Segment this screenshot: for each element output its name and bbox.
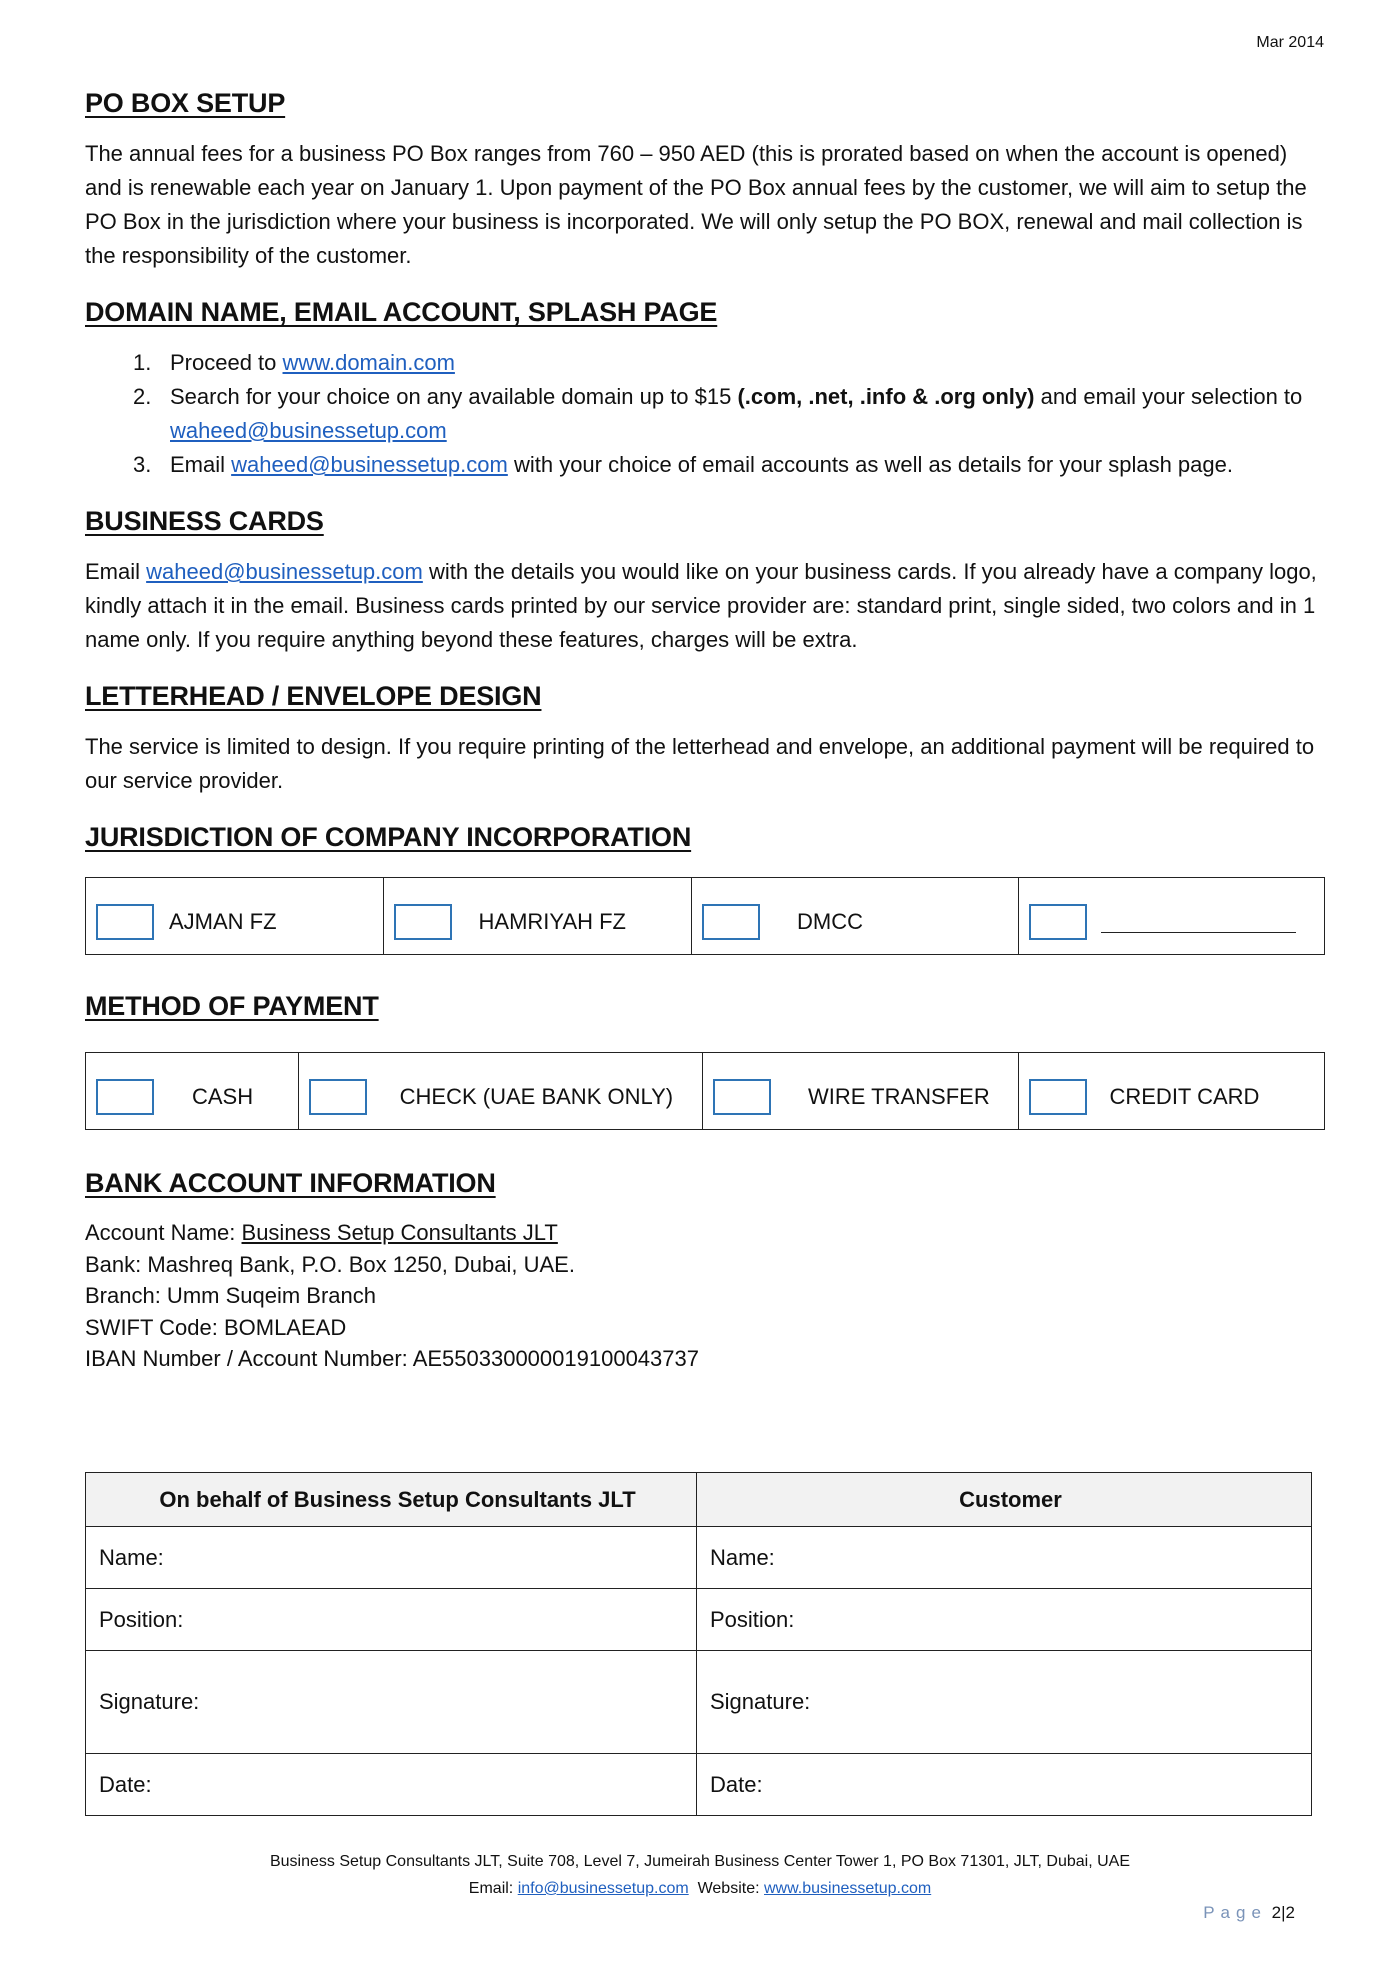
jurisdiction-options bbox=[85, 877, 1325, 955]
company-name-field[interactable]: Name: bbox=[86, 1527, 697, 1589]
checkbox[interactable] bbox=[96, 904, 154, 940]
customer-signature-field[interactable]: Signature: bbox=[697, 1651, 1312, 1754]
checkbox[interactable] bbox=[713, 1079, 771, 1115]
bank-line: Bank: Mashreq Bank, P.O. Box 1250, Dubai, UAE. bbox=[85, 1251, 575, 1277]
email-link[interactable]: waheed@businessetup.com bbox=[231, 452, 508, 477]
payment-option-credit-card[interactable] bbox=[1019, 1053, 1324, 1129]
section-title-domain: DOMAIN NAME, EMAIL ACCOUNT, SPLASH PAGE bbox=[85, 297, 718, 327]
section-title-po-box: PO BOX SETUP bbox=[85, 88, 286, 118]
footer-address: Business Setup Consultants JLT, Suite 708, Level 7, Jumeirah Business Center Tower 1, PO Box 71301, JLT, Dubai, UAE bbox=[269, 1853, 1130, 1870]
list-item bbox=[85, 448, 1325, 482]
option-label: CREDIT CARD bbox=[1109, 1084, 1260, 1109]
email-link[interactable]: waheed@businessetup.com bbox=[146, 559, 423, 584]
step-text: Search for your choice on any available domain up to $15 bbox=[170, 384, 738, 409]
page-content bbox=[85, 88, 1325, 1375]
letterhead-paragraph: The service is limited to design. If you require printing of the letterhead and envelope, an additional payment will be required to our service provider. bbox=[85, 734, 1315, 793]
section-title-jurisdiction: JURISDICTION OF COMPANY INCORPORATION bbox=[85, 822, 692, 852]
page-current: 2 bbox=[1271, 1903, 1282, 1922]
option-label: CHECK (UAE BANK ONLY) bbox=[399, 1084, 674, 1109]
swift-line: SWIFT Code: BOMLAEAD bbox=[85, 1314, 347, 1340]
customer-date-field[interactable]: Date: bbox=[697, 1754, 1312, 1816]
other-jurisdiction-blank[interactable] bbox=[1101, 911, 1296, 933]
section-title-business-cards: BUSINESS CARDS bbox=[85, 506, 324, 536]
customer-name-field[interactable]: Name: bbox=[697, 1527, 1312, 1589]
jurisdiction-option-ajman[interactable] bbox=[86, 878, 384, 954]
step-text: Proceed to bbox=[170, 350, 283, 375]
checkbox[interactable] bbox=[1029, 904, 1087, 940]
option-label: WIRE TRANSFER bbox=[808, 1084, 990, 1109]
step-text: and email your selection to bbox=[1034, 384, 1303, 409]
iban-line: IBAN Number / Account Number: AE550330000019100043737 bbox=[85, 1346, 699, 1371]
footer-email-label: Email: bbox=[468, 1880, 518, 1897]
company-date-field[interactable]: Date: bbox=[86, 1754, 697, 1816]
paragraph-text: Email bbox=[85, 559, 147, 584]
checkbox[interactable] bbox=[309, 1079, 367, 1115]
option-label: DMCC bbox=[797, 909, 864, 934]
footer-website-link[interactable]: www.businessetup.com bbox=[764, 1880, 932, 1897]
column-header-company: On behalf of Business Setup Consultants JLT bbox=[86, 1473, 697, 1527]
page-total: 2 bbox=[1285, 1903, 1295, 1922]
branch-line: Branch: Umm Suqeim Branch bbox=[85, 1283, 376, 1308]
paragraph-text: with the details you would like on your business cards. If you already have a company logo, kindly attach it in the email. Business cards printed by our service provider are: standard print, single sided, two colors and in 1 name only. If you require anything beyond these features, charges will be extra. bbox=[85, 559, 1317, 652]
domain-link[interactable]: www.domain.com bbox=[282, 350, 455, 375]
jurisdiction-option-hamriyah[interactable] bbox=[384, 878, 693, 954]
payment-option-cash[interactable] bbox=[86, 1053, 299, 1129]
step-text: Email bbox=[170, 452, 232, 477]
section-title-bank: BANK ACCOUNT INFORMATION bbox=[85, 1168, 496, 1198]
footer-email-link[interactable]: info@businessetup.com bbox=[517, 1880, 689, 1897]
email-link[interactable]: waheed@businessetup.com bbox=[170, 418, 447, 443]
section-title-payment: METHOD OF PAYMENT bbox=[85, 991, 379, 1021]
company-signature-field[interactable]: Signature: bbox=[86, 1651, 697, 1754]
list-item bbox=[85, 346, 1325, 380]
checkbox[interactable] bbox=[702, 904, 760, 940]
domain-extensions: (.com, .net, .info & .org only) bbox=[737, 384, 1035, 409]
step-text: with your choice of email accounts as well as details for your splash page. bbox=[507, 452, 1233, 477]
checkbox[interactable] bbox=[96, 1079, 154, 1115]
section-title-letterhead: LETTERHEAD / ENVELOPE DESIGN bbox=[85, 681, 542, 711]
account-name-label: Account Name: bbox=[85, 1220, 242, 1245]
jurisdiction-option-dmcc[interactable] bbox=[692, 878, 1019, 954]
page-footer bbox=[0, 1848, 1400, 1902]
option-label: CASH bbox=[192, 1084, 254, 1109]
account-name-line bbox=[85, 1217, 1325, 1249]
option-label: HAMRIYAH FZ bbox=[478, 909, 626, 934]
list-item bbox=[85, 380, 1325, 448]
footer-website-label: Website: bbox=[697, 1880, 764, 1897]
customer-position-field[interactable]: Position: bbox=[697, 1589, 1312, 1651]
document-date: Mar 2014 bbox=[1256, 34, 1324, 51]
checkbox[interactable] bbox=[1029, 1079, 1087, 1115]
step-number: 1. bbox=[133, 350, 152, 375]
footer-contact bbox=[0, 1875, 1400, 1902]
account-name-value: Business Setup Consultants JLT bbox=[241, 1220, 558, 1245]
domain-steps-list bbox=[85, 346, 1325, 482]
company-position-field[interactable]: Position: bbox=[86, 1589, 697, 1651]
option-label: AJMAN FZ bbox=[169, 909, 277, 934]
page-label: Page bbox=[1203, 1903, 1267, 1922]
business-cards-paragraph bbox=[85, 555, 1325, 657]
step-number: 3. bbox=[133, 452, 152, 477]
po-box-paragraph: The annual fees for a business PO Box ranges from 760 – 950 AED (this is prorated based on when the account is opened) and is renewable each year on January 1. Upon payment of the PO Box annual fees by the customer, we will aim to setup the PO Box in the jurisdiction where your business is incorporated. We will only setup the PO BOX, renewal and mail collection is the responsibility of the customer. bbox=[85, 141, 1307, 268]
payment-options bbox=[85, 1052, 1325, 1130]
payment-option-check[interactable] bbox=[299, 1053, 703, 1129]
step-number: 2. bbox=[133, 384, 152, 409]
checkbox[interactable] bbox=[394, 904, 452, 940]
signature-table bbox=[85, 1472, 1312, 1816]
jurisdiction-option-other[interactable] bbox=[1019, 878, 1324, 954]
page-number: Page 2|2 bbox=[1203, 1903, 1295, 1922]
column-header-customer: Customer bbox=[697, 1473, 1312, 1527]
payment-option-wire[interactable] bbox=[703, 1053, 1019, 1129]
bank-info bbox=[85, 1217, 1325, 1375]
